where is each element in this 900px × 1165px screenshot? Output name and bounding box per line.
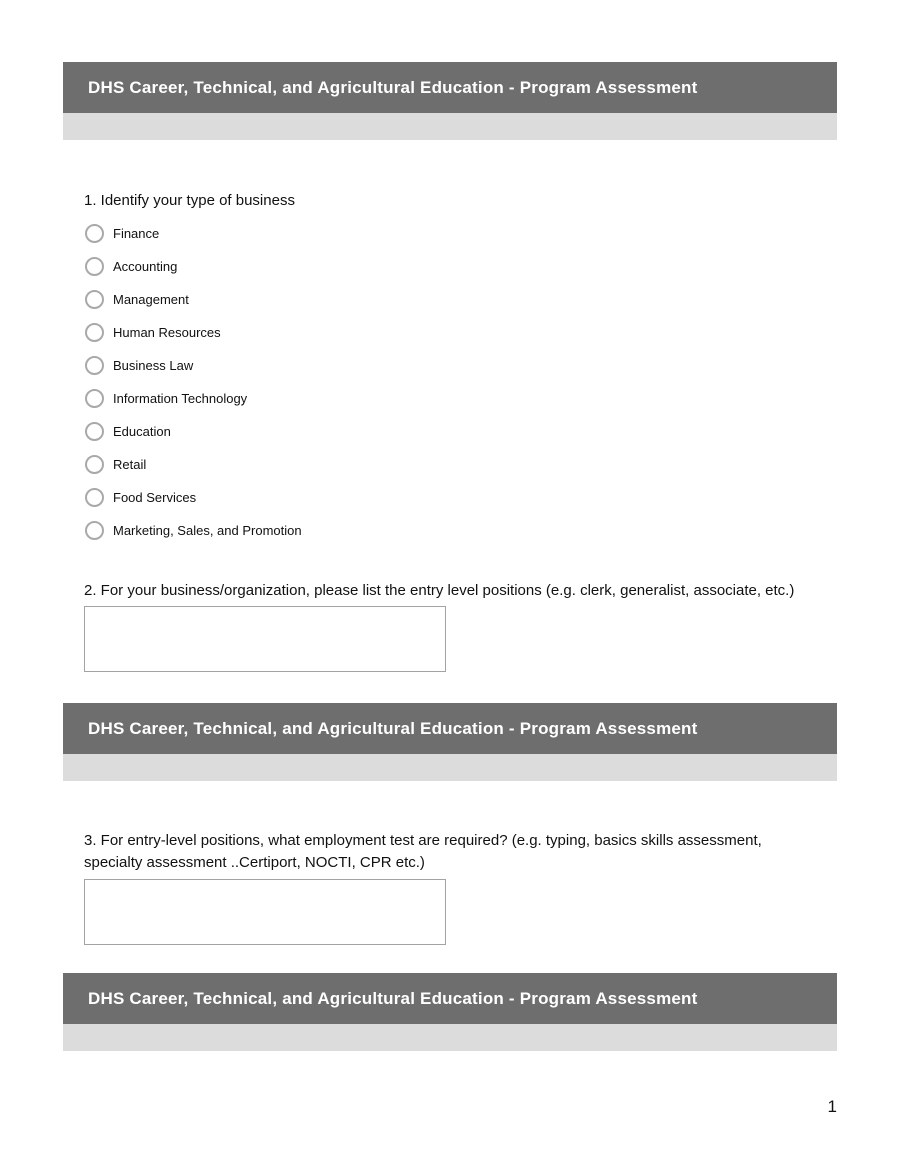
survey-header-bar [63,973,837,1024]
radio-option [84,481,837,514]
radio-option-label: Accounting [113,259,178,274]
question-block-1 [63,191,837,672]
radio-button-icon[interactable] [85,323,104,342]
radio-option-label: Marketing, Sales, and Promotion [113,523,302,538]
radio-option [84,250,837,283]
radio-option-label: Management [113,292,189,307]
survey-header-bar [63,62,837,113]
radio-option-label: Business Law [113,358,194,373]
survey-title: DHS Career, Technical, and Agricultural Education - Program Assessment [88,718,698,738]
question-1-options [84,217,837,547]
survey-header-bar [63,703,837,754]
radio-button-icon[interactable] [85,488,104,507]
radio-option [84,382,837,415]
radio-option-label: Finance [113,226,160,241]
question-block-3 [63,830,837,945]
radio-button-icon[interactable] [85,257,104,276]
radio-button-icon[interactable] [85,224,104,243]
radio-option-label: Human Resources [113,325,221,340]
header-strip [63,754,837,781]
radio-button-icon[interactable] [85,290,104,309]
question-3-label: 3. For entry-level positions, what employment test are required? (e.g. typing, basics skills assessment, specialty assessment ..Certiport, NOCTI, CPR etc.) [84,832,762,871]
radio-option [84,448,837,481]
survey-header [63,703,837,781]
radio-option-label: Food Services [113,490,197,505]
survey-header [63,62,837,140]
question-1-label: 1. Identify your type of business [84,192,295,209]
survey-title: DHS Career, Technical, and Agricultural Education - Program Assessment [88,77,698,97]
question-3-answer-input[interactable] [84,879,446,945]
radio-option-label: Information Technology [113,391,248,406]
radio-button-icon[interactable] [85,389,104,408]
radio-option [84,514,837,547]
page-number: 1 [827,1097,837,1116]
radio-option [84,217,837,250]
radio-option [84,316,837,349]
radio-option-label: Education [113,424,171,439]
survey-header [63,973,837,1051]
top-margin [0,0,900,62]
radio-option [84,415,837,448]
radio-button-icon[interactable] [85,521,104,540]
radio-option-label: Retail [113,457,147,472]
question-2-label: 2. For your business/organization, please list the entry level positions (e.g. clerk, generalist, associate, etc.) [84,582,795,599]
radio-option [84,283,837,316]
header-strip [63,1024,837,1051]
radio-button-icon[interactable] [85,455,104,474]
radio-button-icon[interactable] [85,422,104,441]
radio-option [84,349,837,382]
radio-button-icon[interactable] [85,356,104,375]
survey-title: DHS Career, Technical, and Agricultural Education - Program Assessment [88,988,698,1008]
question-2-answer-input[interactable] [84,606,446,672]
header-strip [63,113,837,140]
